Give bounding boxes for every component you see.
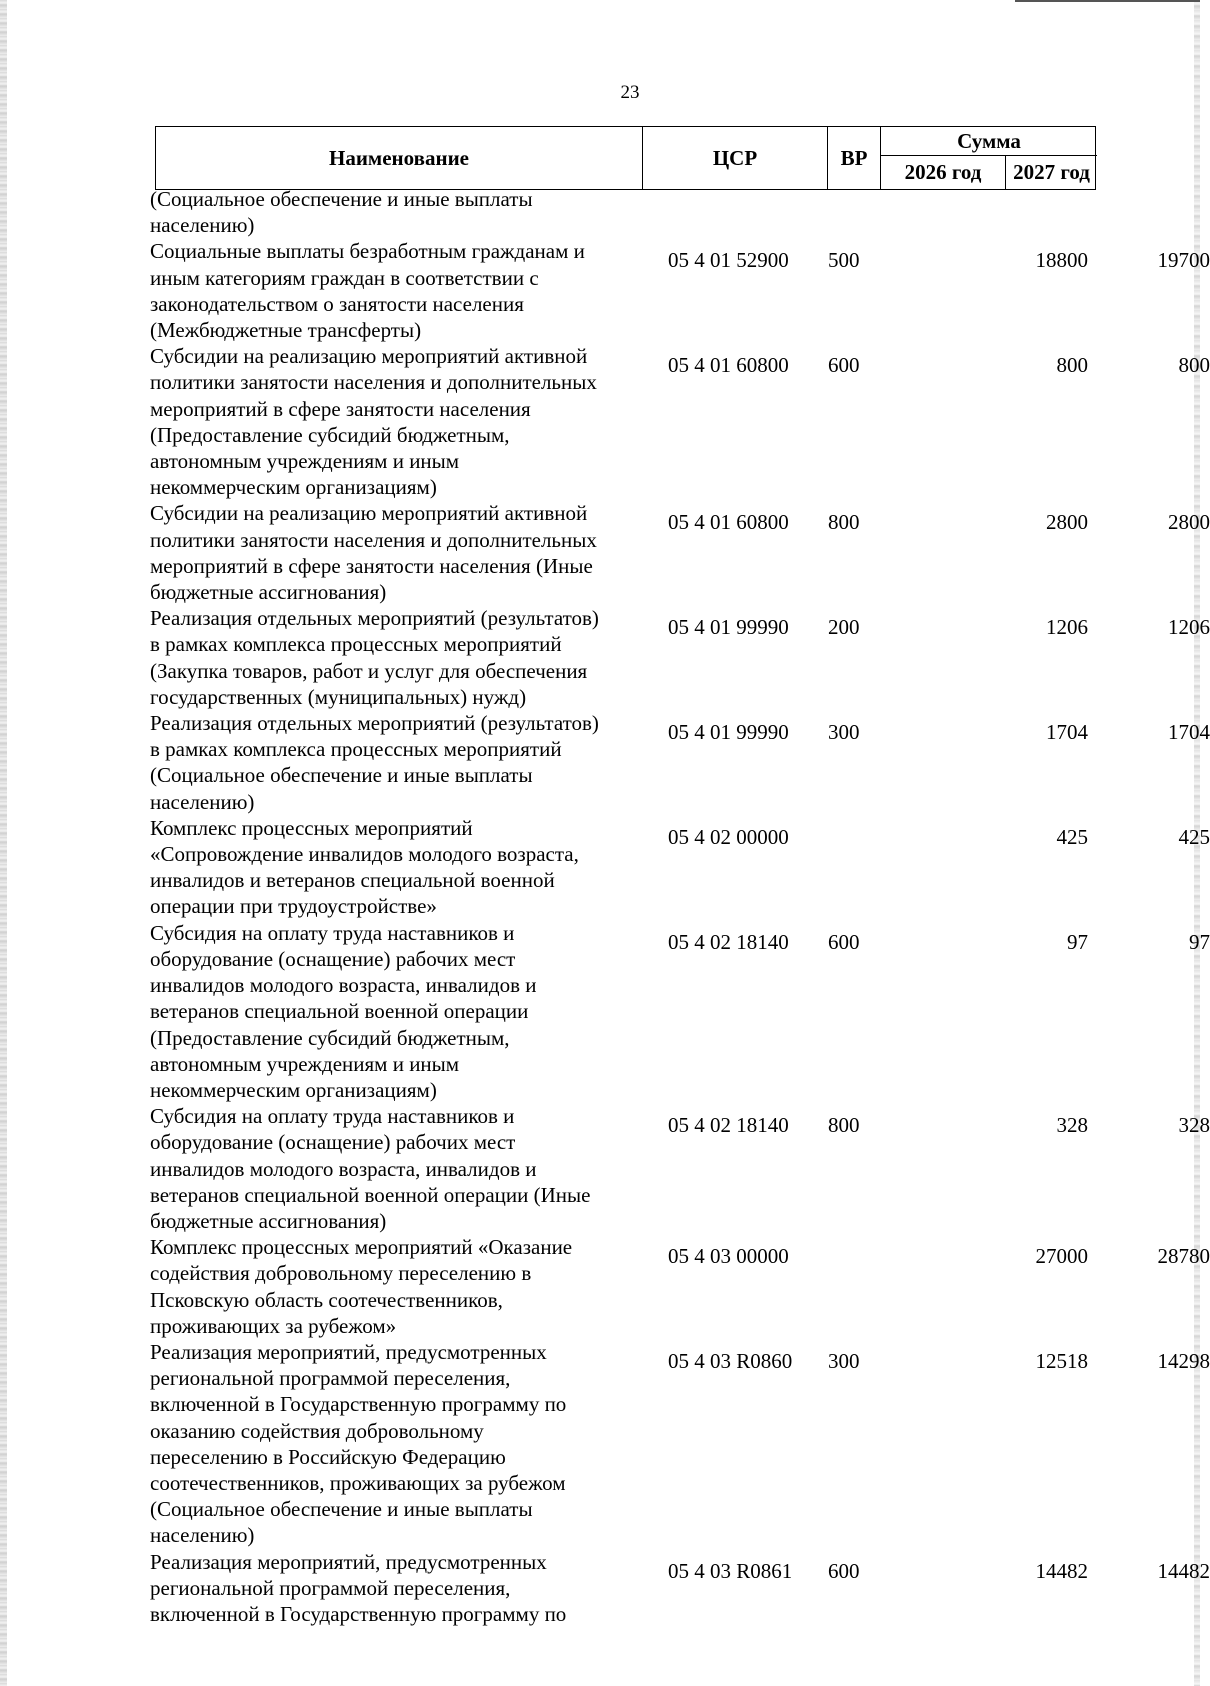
row-sum-2026: 14482 (1035, 1558, 1088, 1583)
row-sum-2026 (988, 186, 1088, 195)
row-csr: 05 4 02 18140 (668, 929, 789, 954)
table-header (155, 126, 1096, 190)
row-name: Реализация мероприятий, предусмотренных региональной программой переселения, включенной в Государственную программу по оказанию содействия добровольному переселению в Российскую Федерацию соотечественников, проживающих за рубежом (Социальное обеспечение и иные выплаты населению) (150, 1339, 567, 1548)
row-vr: 200 (828, 615, 860, 640)
table-row (150, 186, 1130, 238)
header-year-2027: 2027 год (1013, 160, 1090, 184)
row-sum-2026: 97 (1067, 929, 1088, 954)
table-body (150, 186, 1210, 1627)
row-csr: 05 4 02 00000 (668, 824, 789, 849)
table-row (150, 815, 1210, 920)
row-vr (828, 1234, 878, 1243)
row-csr: 05 4 03 R0860 (668, 1348, 793, 1373)
row-sum-2026: 328 (1056, 1113, 1088, 1138)
row-name: Субсидия на оплату труда наставников и оборудование (оснащение) рабочих мест инвалидов молодого возраста, инвалидов и ветеранов специальной военной операции (Предоставление субсидий бюджетным, автономным учреждениям и иным некоммерческим организациям) (150, 920, 537, 1102)
row-sum-2027: 97 (1189, 929, 1210, 954)
row-vr: 600 (828, 353, 860, 378)
row-sum-2026: 1206 (1046, 615, 1088, 640)
row-sum-2027: 1206 (1168, 615, 1210, 640)
header-vr: ВР (828, 127, 881, 189)
scan-top-line (1015, 0, 1200, 2)
table-row (150, 605, 1210, 710)
table-row (150, 1339, 1210, 1549)
row-csr: 05 4 03 00000 (668, 1244, 789, 1269)
row-name: Субсидия на оплату труда наставников и оборудование (оснащение) рабочих мест инвалидов молодого возраста, инвалидов и ветеранов специальной военной операции (Иные бюджетные ассигнования) (150, 1104, 591, 1233)
row-sum-2027: 425 (1178, 824, 1210, 849)
row-sum-2027: 1704 (1168, 720, 1210, 745)
row-sum-2027: 19700 (1157, 248, 1210, 273)
row-sum-2027: 800 (1178, 353, 1210, 378)
row-vr: 300 (828, 1348, 860, 1373)
row-sum-2026: 1704 (1046, 720, 1088, 745)
row-name: Субсидии на реализацию мероприятий активной политики занятости населения и дополнительных мероприятий в сфере занятости населения (Иные бюджетные ассигнования) (150, 501, 597, 605)
row-csr (668, 186, 818, 195)
table-row (150, 710, 1210, 815)
row-name: Реализация отдельных мероприятий (результатов) в рамках комплекса процессных мероприятий (Закупка товаров, работ и услуг для обеспечения государственных (муниципальных) нужд) (150, 606, 599, 709)
table-row (150, 920, 1210, 1103)
row-name: Реализация отдельных мероприятий (результатов) в рамках комплекса процессных мероприятий (Социальное обеспечение и иные выплаты населению) (150, 711, 599, 814)
row-csr: 05 4 01 60800 (668, 353, 789, 378)
row-vr: 800 (828, 510, 860, 535)
page-number: 23 (620, 82, 640, 103)
row-sum-2027: 14298 (1157, 1348, 1210, 1373)
row-sum-2027: 2800 (1168, 510, 1210, 535)
row-sum-2026: 2800 (1046, 510, 1088, 535)
row-vr: 600 (828, 929, 860, 954)
header-sum: Сумма (881, 127, 1097, 156)
row-vr (828, 186, 878, 195)
row-csr: 05 4 01 99990 (668, 615, 789, 640)
table-row (150, 1549, 1210, 1628)
table-row (150, 238, 1210, 343)
row-csr: 05 4 01 60800 (668, 510, 789, 535)
row-name: Комплекс процессных мероприятий «Сопровождение инвалидов молодого возраста, инвалидов и ветеранов специальной военной операции при трудоустройстве» (150, 815, 579, 919)
row-vr: 600 (828, 1558, 860, 1583)
row-vr: 300 (828, 720, 860, 745)
table-row (150, 343, 1210, 500)
row-sum-2027: 328 (1178, 1113, 1210, 1138)
row-sum-2026: 12518 (1035, 1348, 1088, 1373)
table-row (150, 1234, 1210, 1339)
row-name: (Социальное обеспечение и иные выплаты населению) (150, 187, 533, 238)
header-year-2026: 2026 год (881, 156, 1006, 189)
row-sum-2027: 14482 (1157, 1558, 1210, 1583)
row-csr: 05 4 01 99990 (668, 720, 789, 745)
row-sum-2026: 18800 (1035, 248, 1088, 273)
table-row (150, 500, 1210, 605)
row-name: Социальные выплаты безработным гражданам и иным категориям граждан в соответствии с законодательством о занятости населения (Межбюджетные трансферты) (150, 239, 585, 343)
row-vr (828, 815, 878, 824)
header-name: Наименование (156, 127, 643, 189)
row-sum-2026: 27000 (1035, 1244, 1088, 1269)
row-sum-2027 (1110, 186, 1210, 195)
row-csr: 05 4 02 18140 (668, 1113, 789, 1138)
row-csr: 05 4 03 R0861 (668, 1558, 793, 1583)
header-csr: ЦСР (643, 127, 828, 189)
row-sum-2027: 28780 (1157, 1244, 1210, 1269)
scan-edge-left (0, 0, 7, 1686)
row-name: Реализация мероприятий, предусмотренных региональной программой переселения, включенной в Государственную программу по (150, 1549, 567, 1626)
row-name: Субсидии на реализацию мероприятий активной политики занятости населения и дополнительных мероприятий в сфере занятости населения (Предоставление субсидий бюджетным, автономным учреждениям и иным некоммерческим организациям) (150, 344, 597, 500)
row-vr: 500 (828, 248, 860, 273)
row-vr: 800 (828, 1113, 860, 1138)
row-csr: 05 4 01 52900 (668, 248, 789, 273)
row-name: Комплекс процессных мероприятий «Оказание содействия добровольному переселению в Псковскую область соотечественников, проживающих за рубежом» (150, 1235, 573, 1338)
row-sum-2026: 800 (1056, 353, 1088, 378)
table-row (150, 1103, 1210, 1234)
row-sum-2026: 425 (1056, 824, 1088, 849)
